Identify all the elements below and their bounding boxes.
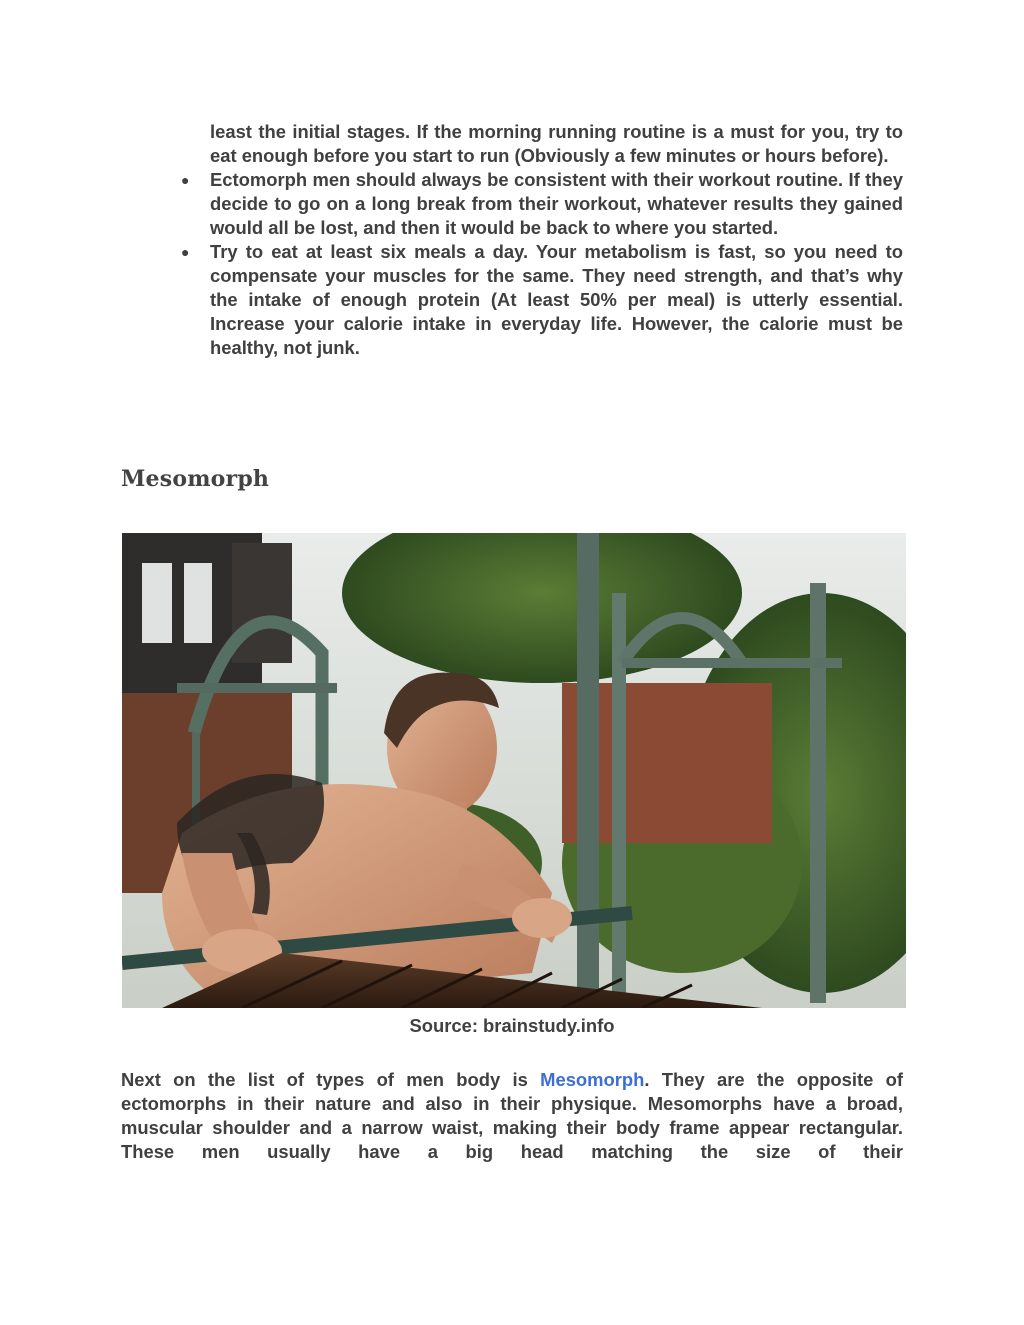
list-item-text: Ectomorph men should always be consistent with their workout routine. If they decide to go on a long break from their workout, whatever results they gained would all be lost, and then it would be back to where you started. [210,169,903,238]
list-item [181,240,903,360]
bullet-icon: ● [181,172,190,188]
list-item-text: least the initial stages. If the morning running routine is a must for you, try to eat enough before you start to run (Obviously a few minutes or hours before). [210,121,903,166]
list-item [181,168,903,240]
section-heading: Mesomorph [121,466,270,492]
paragraph-text-before: Next on the list of types of men body is [121,1069,541,1090]
mesomorph-link[interactable]: Mesomorph [540,1069,645,1090]
mesomorph-photo [122,533,906,1008]
body-paragraph [121,1068,903,1164]
image-caption: Source: brainstudy.info [409,1015,615,1036]
bullet-icon: ● [181,244,190,260]
list-item-continuation [181,120,903,168]
paragraph-text-after: . They are the opposite of ectomorphs in their nature and also in their physique. Mesomorphs have a broad, muscular shoulder and a narrow waist, making their body frame appear rectangular. These men usually have a big head matching the size of their [121,1069,903,1162]
ectomorph-tips-list [181,120,903,360]
list-item-text: Try to eat at least six meals a day. Your metabolism is fast, so you need to compensate your muscles for the same. They need strength, and that’s why the intake of enough protein (At least 50% per meal) is utterly essential. Increase your calorie intake in everyday life. However, the calorie must be healthy, not junk. [210,241,903,358]
